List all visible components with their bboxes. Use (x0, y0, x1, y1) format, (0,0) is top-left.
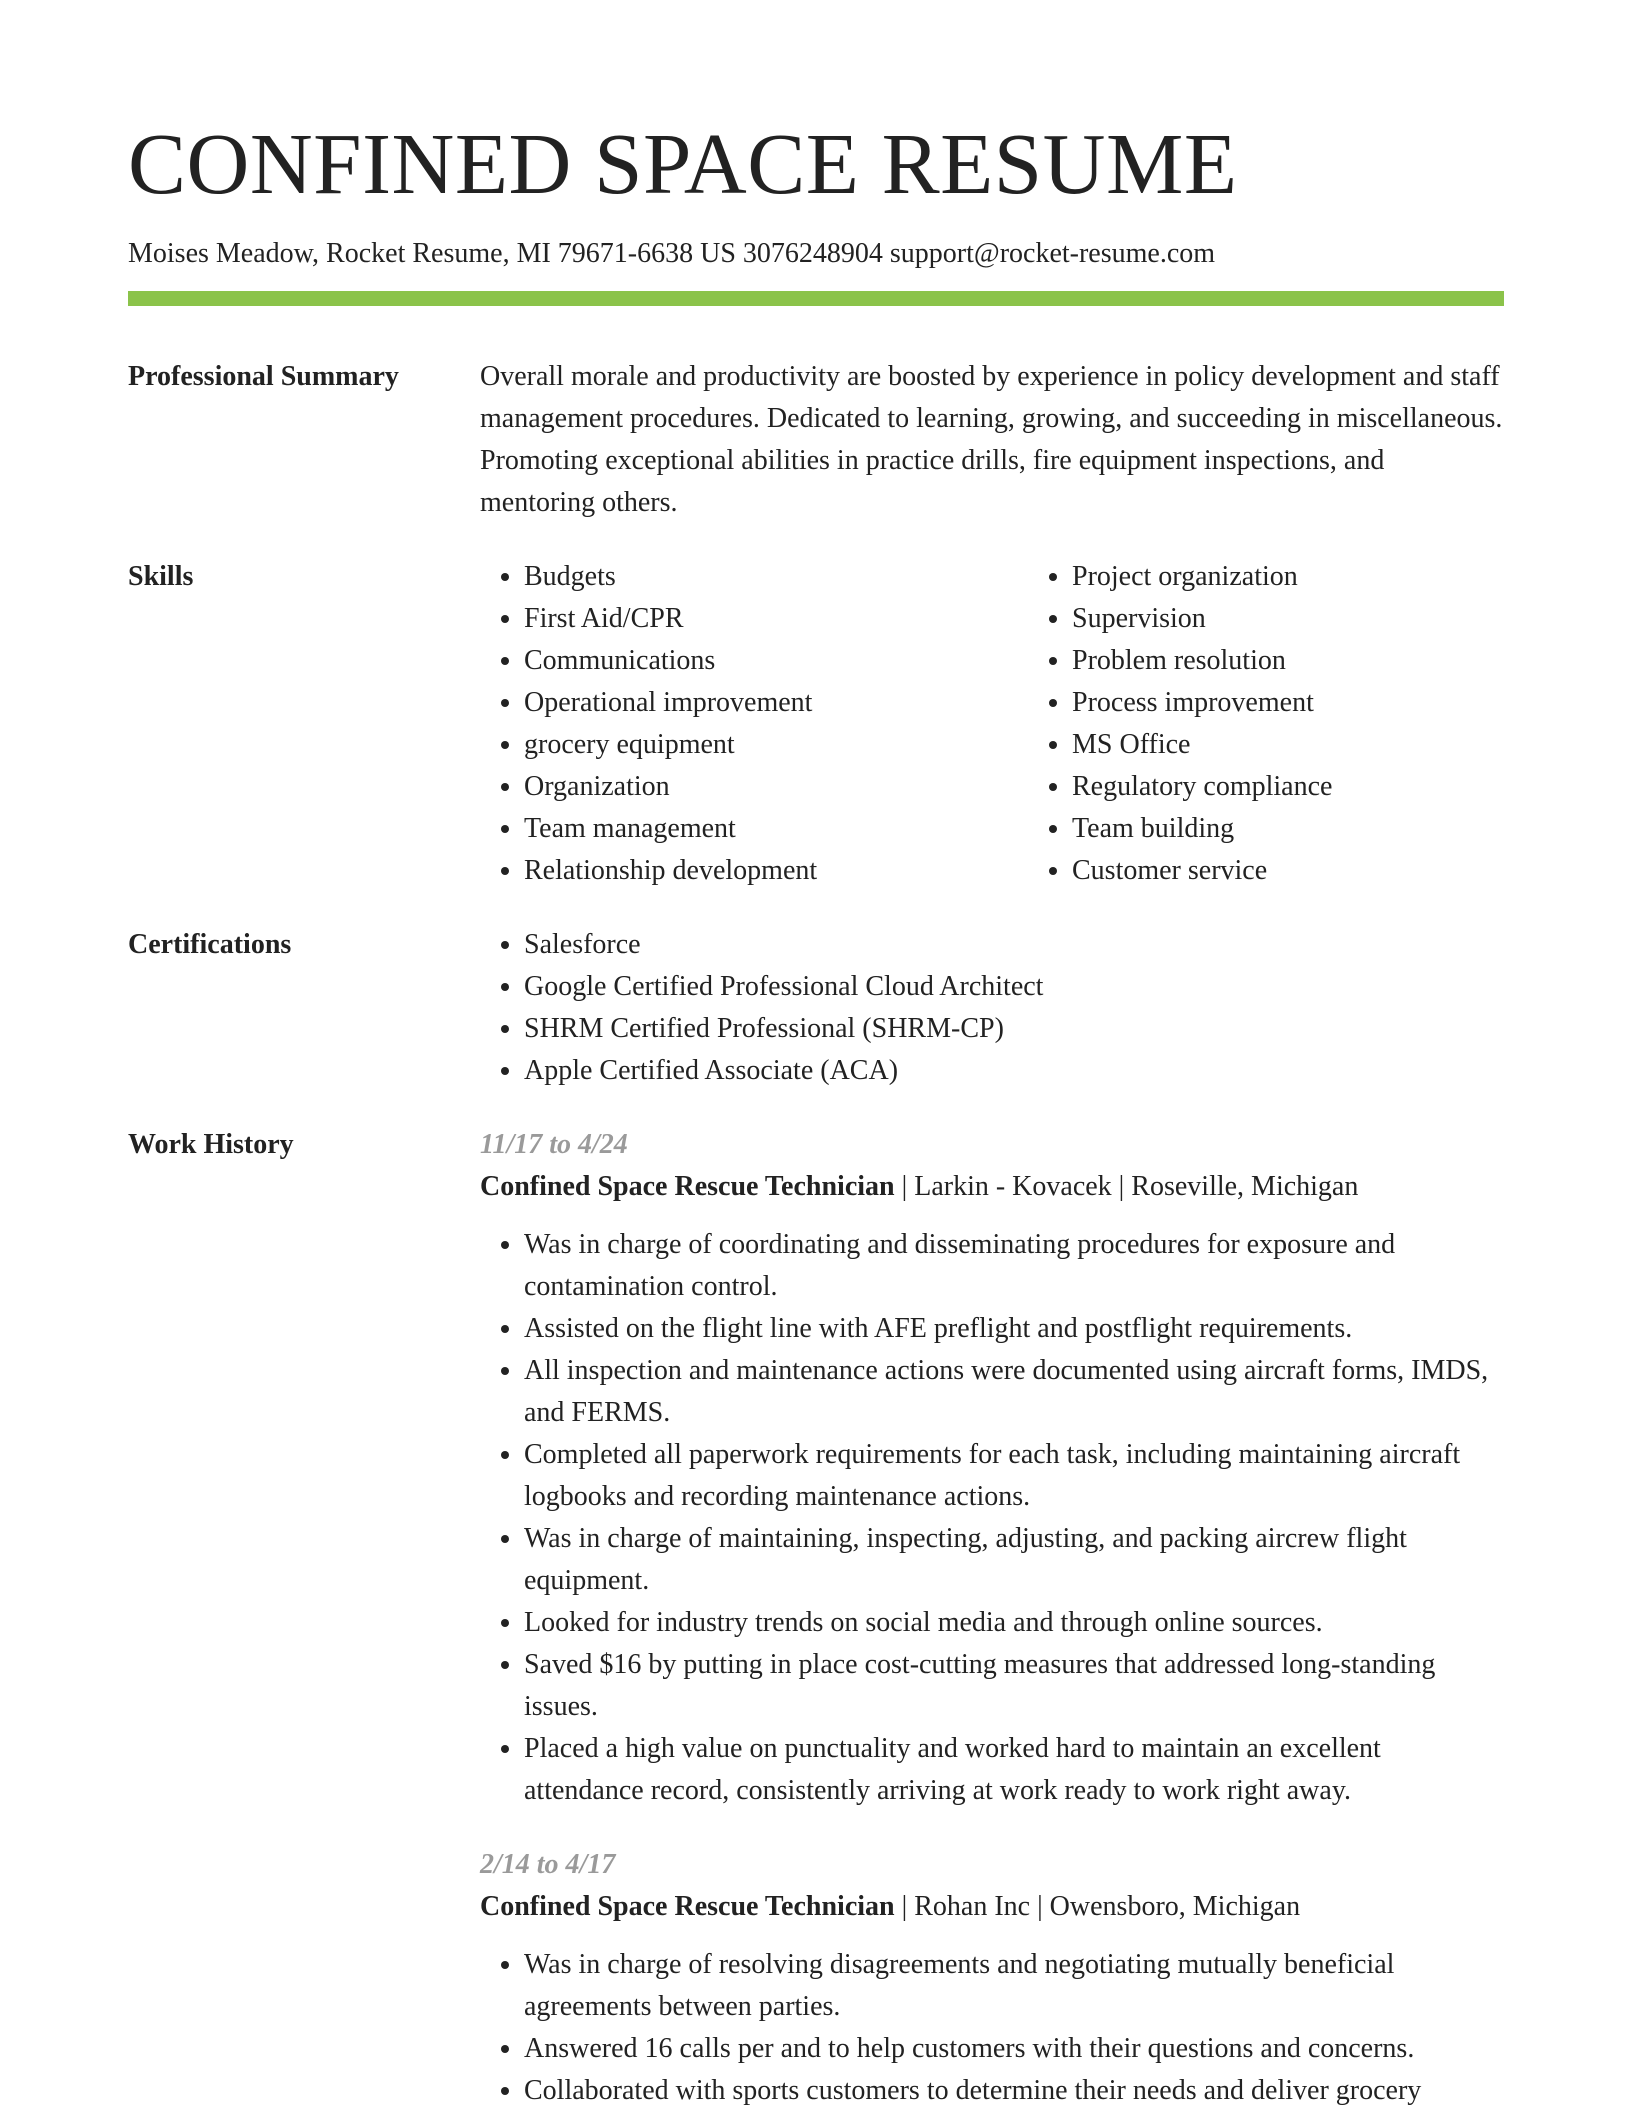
summary-heading: Professional Summary (128, 360, 399, 392)
list-item: • Looked for industry trends on social media and through online sources. (524, 1602, 1504, 1644)
list-item: • Google Certified Professional Cloud Architect (524, 966, 1504, 1008)
job-details: | Larkin - Kovacek | Roseville, Michigan (894, 1170, 1359, 1202)
list-item: • Project organization (1072, 556, 1576, 598)
skills-list-left (480, 556, 1028, 892)
work-history-section (128, 1124, 1504, 2112)
list-item: • Team building (1072, 808, 1576, 850)
job-bullets (480, 1944, 1504, 2112)
list-item: • Communications (524, 640, 1028, 682)
list-item: • Supervision (1072, 598, 1576, 640)
job-role: Confined Space Rescue Technician (480, 1890, 895, 1922)
contact-line: Moises Meadow, Rocket Resume, MI 79671-6638 US 3076248904 support@rocket-resume.com (128, 238, 1216, 269)
list-item: • Collaborated with sports customers to determine their needs and deliver grocery (524, 2070, 1504, 2112)
job-entry (480, 1124, 1504, 1812)
job-entry (480, 1844, 1504, 2112)
work-history-heading: Work History (128, 1128, 294, 1160)
list-item: • SHRM Certified Professional (SHRM-CP) (524, 1008, 1504, 1050)
list-item: • Budgets (524, 556, 1028, 598)
accent-divider (128, 291, 1504, 306)
job-title-line (480, 1166, 1504, 1208)
list-item: • Process improvement (1072, 682, 1576, 724)
skills-list-right (1028, 556, 1576, 892)
list-item: • Relationship development (524, 850, 1028, 892)
list-item: • Was in charge of coordinating and disseminating procedures for exposure and contamination control. (524, 1224, 1504, 1308)
job-dates: 11/17 to 4/24 (480, 1128, 628, 1160)
certifications-list (480, 924, 1504, 1092)
job-role: Confined Space Rescue Technician (480, 1170, 895, 1202)
list-item: • Placed a high value on punctuality and worked hard to maintain an excellent attendance record, consistently arriving at work ready to work right away. (524, 1728, 1504, 1812)
list-item: • Team management (524, 808, 1028, 850)
summary-text: Overall morale and productivity are boosted by experience in policy development and staff management procedures. Dedicated to learning, growing, and succeeding in miscellaneous. Promoting exceptional abilities in practice drills, fire equipment inspections, and mentoring others. (480, 360, 1503, 518)
certifications-heading: Certifications (128, 928, 292, 960)
job-details: | Rohan Inc | Owensboro, Michigan (894, 1890, 1301, 1922)
list-item: • grocery equipment (524, 724, 1028, 766)
job-bullets (480, 1224, 1504, 1812)
job-dates: 2/14 to 4/17 (480, 1848, 616, 1880)
list-item: • Operational improvement (524, 682, 1028, 724)
list-item: • Assisted on the flight line with AFE preflight and postflight requirements. (524, 1308, 1504, 1350)
list-item: • Organization (524, 766, 1028, 808)
list-item: • Saved $16 by putting in place cost-cutting measures that addressed long-standing issues. (524, 1644, 1504, 1728)
list-item: • Problem resolution (1072, 640, 1576, 682)
list-item: • Was in charge of maintaining, inspecting, adjusting, and packing aircrew flight equipment. (524, 1518, 1504, 1602)
list-item: • Regulatory compliance (1072, 766, 1576, 808)
job-title-line (480, 1886, 1504, 1928)
resume-title: CONFINED SPACE RESUME (128, 115, 1238, 212)
list-item: • Completed all paperwork requirements for each task, including maintaining aircraft logbooks and recording maintenance actions. (524, 1434, 1504, 1518)
list-item: • MS Office (1072, 724, 1576, 766)
certifications-section (128, 924, 1504, 1092)
list-item: • First Aid/CPR (524, 598, 1028, 640)
list-item: • All inspection and maintenance actions were documented using aircraft forms, IMDS, and FERMS. (524, 1350, 1504, 1434)
summary-section (128, 356, 1504, 524)
list-item: • Apple Certified Associate (ACA) (524, 1050, 1504, 1092)
skills-heading: Skills (128, 560, 194, 592)
list-item: • Customer service (1072, 850, 1576, 892)
list-item: • Answered 16 calls per and to help customers with their questions and concerns. (524, 2028, 1504, 2070)
list-item: • Salesforce (524, 924, 1504, 966)
skills-section (128, 556, 1504, 892)
list-item: • Was in charge of resolving disagreements and negotiating mutually beneficial agreements between parties. (524, 1944, 1504, 2028)
